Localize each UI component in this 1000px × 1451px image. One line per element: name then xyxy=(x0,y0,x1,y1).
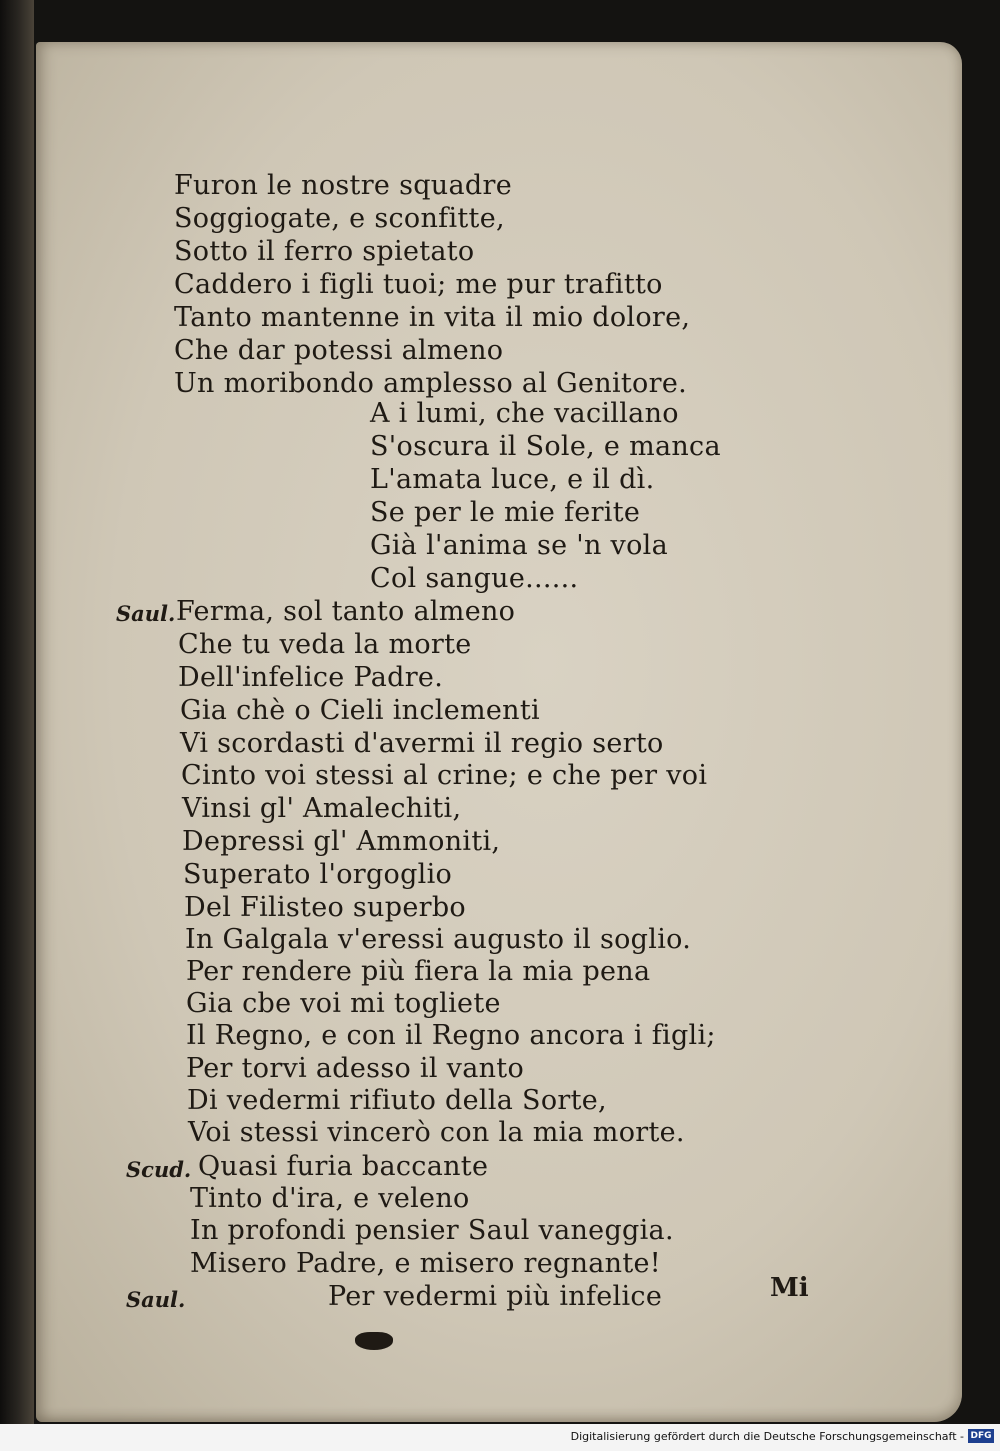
verse-line: Depressi gl' Ammoniti, xyxy=(182,826,501,857)
catchword: Mi xyxy=(770,1273,809,1303)
verse-line: Per vedermi più infelice xyxy=(328,1281,663,1312)
verse-line: Superato l'orgoglio xyxy=(183,859,453,890)
verse-line: Sotto il ferro spietato xyxy=(174,236,475,267)
verse-line: L'amata luce, e il dì. xyxy=(370,464,655,495)
verse-line: In profondi pensier Saul vaneggia. xyxy=(190,1215,674,1246)
footer-bar xyxy=(0,1424,1000,1451)
verse-line: Gia cbe voi mi togliete xyxy=(186,988,501,1019)
verse-line: Per torvi adesso il vanto xyxy=(186,1053,525,1084)
speaker-label: Scud. xyxy=(126,1157,192,1182)
dfg-logo-icon: DFG xyxy=(968,1429,994,1443)
verse-line: Quasi furia baccante xyxy=(198,1151,489,1182)
verse-line: Soggiogate, e sconfitte, xyxy=(174,203,505,234)
verse-line: Se per le mie ferite xyxy=(370,497,641,528)
verse-line: Vi scordasti d'avermi il regio serto xyxy=(180,728,664,759)
verse-line: S'oscura il Sole, e manca xyxy=(370,431,721,462)
verse-line: Furon le nostre squadre xyxy=(174,170,512,201)
speaker-label: Saul. xyxy=(126,1287,186,1312)
funding-notice: Digitalisierung gefördert durch die Deutsche Forschungsgemeinschaft - xyxy=(570,1430,964,1443)
printer-ornament xyxy=(355,1332,393,1350)
verse-line: Cinto voi stessi al crine; e che per voi xyxy=(181,760,708,791)
verse-line: A i lumi, che vacillano xyxy=(370,398,679,429)
verse-line: Per rendere più fiera la mia pena xyxy=(186,956,651,987)
verse-line: Gia chè o Cieli inclementi xyxy=(180,695,540,726)
verse-line: Del Filisteo superbo xyxy=(184,892,466,923)
verse-line: Col sangue...... xyxy=(370,563,579,594)
verse-line: Ferma, sol tanto almeno xyxy=(176,596,516,627)
verse-line: Misero Padre, e misero regnante! xyxy=(190,1248,661,1279)
verse-line: Caddero i figli tuoi; me pur trafitto xyxy=(174,269,663,300)
verse-line: Un moribondo amplesso al Genitore. xyxy=(174,368,687,399)
verse-line: Di vedermi rifiuto della Sorte, xyxy=(187,1085,607,1116)
verse-line: Che tu veda la morte xyxy=(178,629,472,660)
verse-line: Il Regno, e con il Regno ancora i figli; xyxy=(186,1020,716,1051)
verse-line: Tanto mantenne in vita il mio dolore, xyxy=(174,302,691,333)
book-binding-edge xyxy=(0,0,34,1451)
verse-line: Tinto d'ira, e veleno xyxy=(190,1183,470,1214)
verse-line: Già l'anima se 'n vola xyxy=(370,530,668,561)
speaker-label: Saul. xyxy=(116,601,176,626)
verse-line: In Galgala v'eressi augusto il soglio. xyxy=(185,924,692,955)
verse-line: Che dar potessi almeno xyxy=(174,335,504,366)
verse-line: Voi stessi vincerò con la mia morte. xyxy=(188,1117,685,1148)
verse-line: Vinsi gl' Amalechiti, xyxy=(182,793,462,824)
verse-line: Dell'infelice Padre. xyxy=(178,662,444,693)
